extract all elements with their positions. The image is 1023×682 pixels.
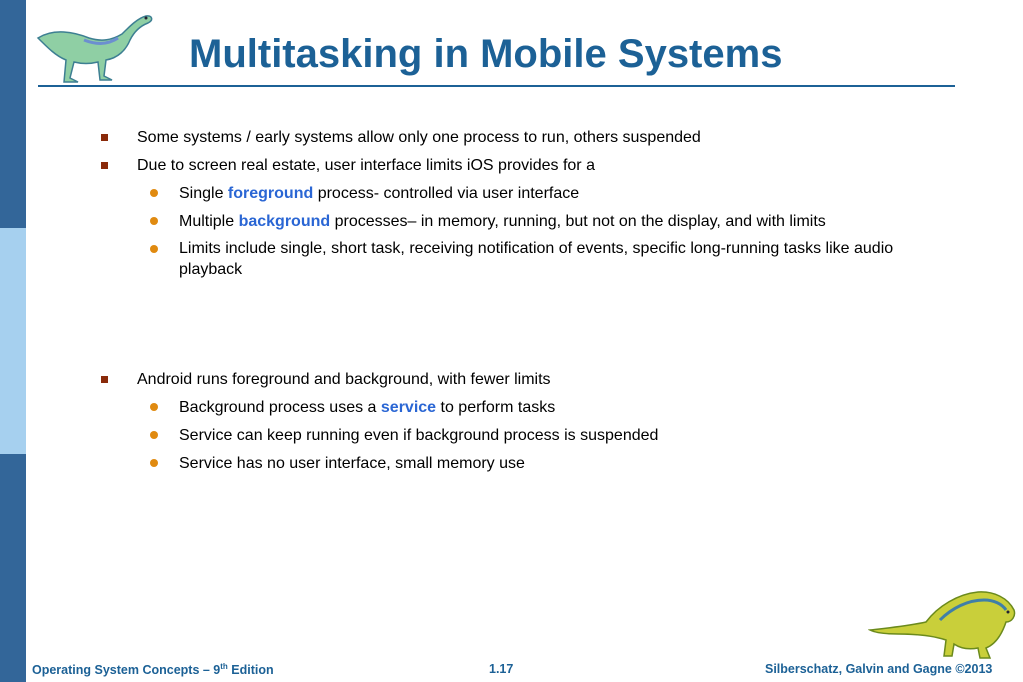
title-divider: [38, 85, 955, 87]
sub-bullet-text: Background process uses a: [179, 399, 381, 416]
side-strip-bottom: [0, 454, 26, 682]
round-bullet-icon: [150, 189, 158, 197]
bullet-item: Android runs foreground and background, with fewer limits: [137, 371, 551, 388]
sub-bullet-text: to perform tasks: [436, 399, 556, 416]
footer-book-title: [32, 662, 274, 677]
square-bullet-icon: [101, 134, 108, 141]
footer-book-title-text: Operating System Concepts – 9: [32, 663, 221, 678]
round-bullet-icon: [150, 459, 158, 467]
footer-edition-suffix: th: [220, 662, 228, 671]
square-bullet-icon: [101, 376, 108, 383]
sub-bullet-text: Multiple: [179, 213, 239, 230]
round-bullet-icon: [150, 431, 158, 439]
keyword-foreground: foreground: [227, 185, 314, 202]
side-strip-top: [0, 0, 26, 228]
sub-bullet-text: processes– in memory, running, but not on the display, and with limits: [330, 213, 826, 230]
keyword-service: service: [380, 399, 437, 416]
round-bullet-icon: [150, 217, 158, 225]
dinosaur-logo-icon: [34, 6, 156, 84]
sub-bullet-item: [179, 397, 919, 418]
sub-bullet-item: [179, 211, 919, 232]
sub-bullet-text: Single: [179, 185, 228, 202]
page-number: 1.17: [489, 662, 514, 676]
bullet-item: Some systems / early systems allow only one process to run, others suspended: [137, 129, 701, 146]
footer-authors: Silberschatz, Galvin and Gagne ©2013: [765, 662, 993, 676]
sub-bullet-item: [179, 183, 919, 204]
sub-bullet-item: Service can keep running even if background process is suspended: [179, 427, 659, 444]
round-bullet-icon: [150, 245, 158, 253]
round-bullet-icon: [150, 403, 158, 411]
square-bullet-icon: [101, 162, 108, 169]
sub-bullet-item: Limits include single, short task, receiving notification of events, specific long-running tasks like audio playback: [179, 240, 894, 278]
bullet-item: Due to screen real estate, user interface limits iOS provides for a: [137, 157, 595, 174]
slide-title: Multitasking in Mobile Systems: [189, 32, 783, 76]
footer-book-title-text: Edition: [227, 663, 274, 678]
dinosaur-logo-icon: [868, 586, 1018, 662]
side-strip-middle: [0, 228, 26, 454]
sub-bullet-text: process- controlled via user interface: [313, 185, 580, 202]
keyword-background: background: [238, 213, 331, 230]
sub-bullet-item: Service has no user interface, small memory use: [179, 455, 525, 472]
